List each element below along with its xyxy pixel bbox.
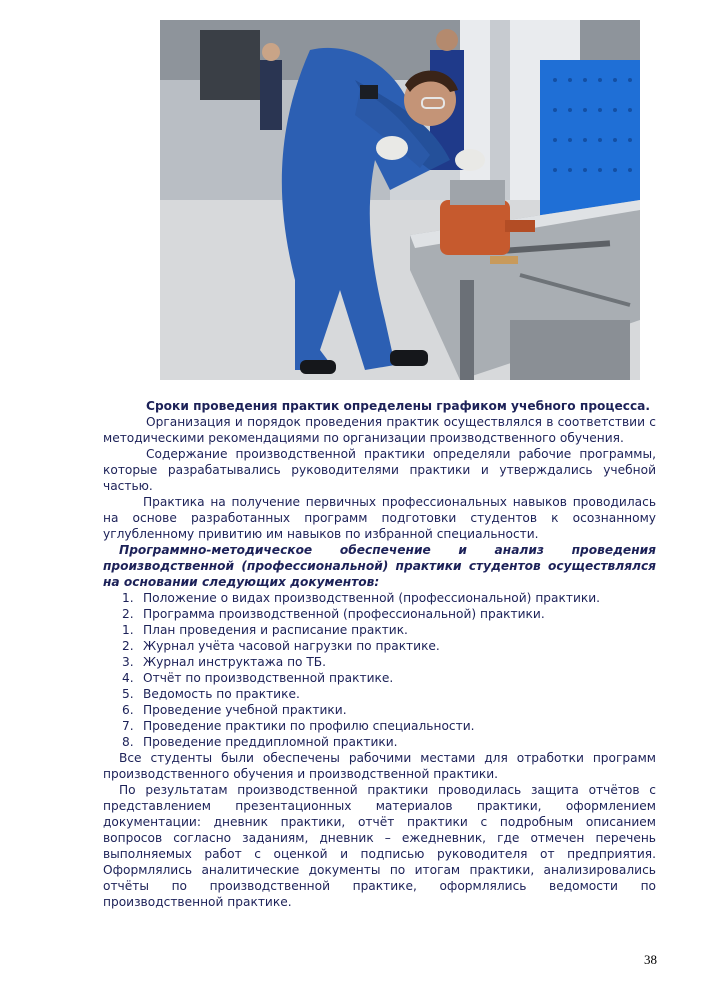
- body-text: [103, 398, 656, 910]
- list-item-text: План проведения и расписание практик.: [143, 623, 408, 637]
- list-item-number: 1.: [122, 623, 134, 637]
- list-item-text: Программа производственной (профессиональной) практики.: [143, 607, 545, 621]
- list-item-number: 6.: [122, 703, 134, 717]
- list-item: [103, 702, 656, 718]
- list-item-text: Отчёт по производственной практике.: [143, 671, 394, 685]
- paragraph-primary-skills: Практика на получение первичных профессиональных навыков проводилась на основе разработанных программ подготовки студентов к осознанному углубленному привитию им навыков по избранной специальности.: [103, 495, 656, 541]
- paragraph-workplaces: Все студенты были обеспечены рабочими местами для отработки программ производственного обучения и производственной практики.: [103, 751, 656, 781]
- list-item-number: 8.: [122, 735, 134, 749]
- list-item-text: Проведение преддипломной практики.: [143, 735, 398, 749]
- list-item: [103, 638, 656, 654]
- list-item: [103, 734, 656, 750]
- paragraph-methodical-support: Программно-методическое обеспечение и анализ проведения производственной (профессиональной) практики студентов осуществлялся на основании следующих документов:: [103, 543, 656, 589]
- list-item-number: 3.: [122, 655, 134, 669]
- list-item: [103, 654, 656, 670]
- paragraph-results: По результатам производственной практики проводилась защита отчётов с представлением презентационных материалов практики, оформлением документации: дневник практики, отчёт практики с подробным описанием вопросов согласно заданиям, дневник – ежедневник, где отмечен перечень выполняемых работ с оценкой и подписью руководителя от предприятия. Оформлялись аналитические документы по итогам практики, анализировались отчёты по производственной практике, оформлялись ведомости по производственной практике.: [103, 783, 656, 909]
- list-item-number: 2.: [122, 639, 134, 653]
- list-item-text: Проведение практики по профилю специальности.: [143, 719, 475, 733]
- paragraph-schedule: Сроки проведения практик определены графиком учебного процесса.: [146, 399, 651, 413]
- list-item-number: 7.: [122, 719, 134, 733]
- list-item: [103, 606, 656, 622]
- list-item-number: 2.: [122, 607, 134, 621]
- documents-list: [103, 590, 656, 750]
- list-item-number: 4.: [122, 671, 134, 685]
- paragraph-content: Содержание производственной практики определяли рабочие программы, которые разрабатывались руководителями практики и утверждались учебной частью.: [103, 447, 656, 493]
- workshop-photo: [160, 20, 640, 380]
- list-item-text: Ведомость по практике.: [143, 687, 300, 701]
- list-item: [103, 622, 656, 638]
- list-item-text: Журнал инструктажа по ТБ.: [143, 655, 327, 669]
- list-item: [103, 718, 656, 734]
- list-item-number: 5.: [122, 687, 134, 701]
- list-item-text: Проведение учебной практики.: [143, 703, 347, 717]
- workshop-photo-icon: [160, 20, 640, 380]
- list-item-text: Журнал учёта часовой нагрузки по практике.: [143, 639, 440, 653]
- list-item: [103, 590, 656, 606]
- list-item-text: Положение о видах производственной (профессиональной) практики.: [143, 591, 601, 605]
- paragraph-organization: Организация и порядок проведения практик осуществлялся в соответствии с методическими рекомендациями по организации производственного обучения.: [103, 415, 656, 445]
- list-item: [103, 686, 656, 702]
- page-number: 38: [644, 952, 657, 967]
- list-item: [103, 670, 656, 686]
- list-item-number: 1.: [122, 591, 134, 605]
